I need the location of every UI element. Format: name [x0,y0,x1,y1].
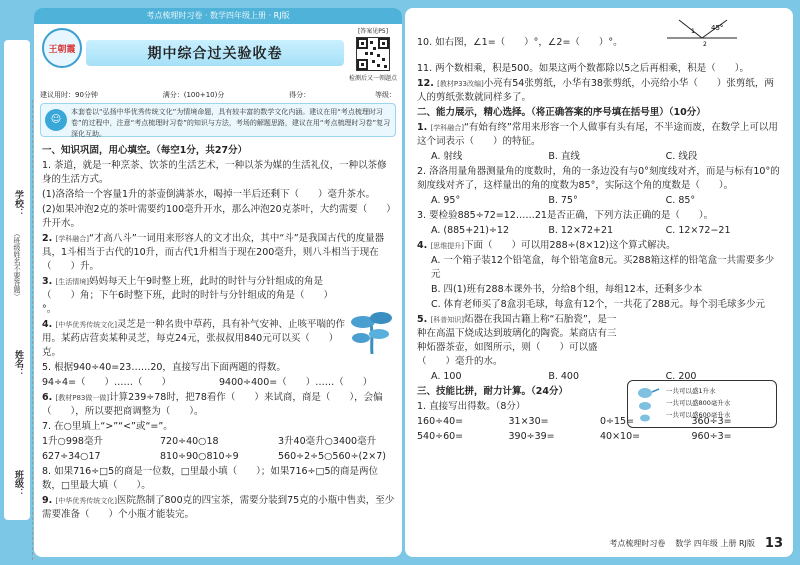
section-2-title: 二、能力展示，精心选择。（将正确答案的序号填在括号里）（10分） [417,107,706,118]
q5-part-a: 94÷4=（ ）……（ ） [42,377,172,388]
teapot-icon [632,385,662,425]
calc-item: 40×10= [600,431,641,442]
compare-item: 810÷90○810÷9 [160,451,239,462]
question-12: 12. [教材P33改编]小亮有54张剪纸，小华有38张剪纸，小亮给小华（ ）张剪纸，两人的剪纸张数就同样多了。 [417,78,774,103]
teapot-label-1: 一共可以盛1升水 [666,387,716,395]
option-a: A. (885+21)÷12 [431,225,510,236]
question-1-1: (1)洛洛给一个容量1升的茶壶倒满茶水，喝掉一半后还剩下（ ）毫升茶水。 [42,189,376,200]
option-a: A. 95° [431,195,461,206]
binding-strip [0,0,34,565]
option-c: C. 200 [665,371,697,382]
option-c: C. 12×72−21 [665,225,731,236]
teapot-label-2: 一共可以盛800毫升水 [666,399,731,407]
binding-note: （班级姓名不要答题） [13,230,21,300]
footer-series: 考点梳理时习卷 [609,539,666,548]
mascot-icon: ☺ [45,109,67,131]
question-7-row-2 [42,450,396,464]
choice-1-options [417,150,783,164]
page-number: 13 [764,536,783,551]
question-1: 1. 茶道，就是一种烹茶、饮茶的生活艺术，一种以茶为媒的生活礼仪，一种以茶修身的生活方式。 [42,160,387,185]
option-a: A. 100 [431,371,462,382]
option-b: B. 直线 [548,151,580,162]
right-page [405,8,793,557]
calc-title: 1. 直接写出得数。（8分） [417,401,526,412]
option-b: B. 400 [548,371,580,382]
compare-item: 560÷2÷5○560÷(2×7) [278,451,386,462]
calc-item: 390÷39= [508,431,555,442]
footer-book: 数学 四年级 上册 RJ版 [675,539,755,548]
choice-5: 5. [科普知识]炻器在我国古籍上称“石胎瓷”，是一种在高温下烧成达到玻璃化的陶瓷。某商店有三种炻器茶壶，如图所示，则（ ）可以盛（ ）毫升的水。 [417,314,617,367]
question-5: 5. 根据940÷40=23……20，直接写出下面两题的得数。 [42,362,286,373]
choice-4-option-b: B. 四(1)班有288本课外书，分给8个组，每组12本，还剩多少本 [431,284,703,295]
choice-4-option-a: A. 一个箱子装12个铅笔盒，每个铅笔盒8元。买288箱这样的铅笔盒一共需要多少元 [431,255,775,280]
brand-logo: 王朝霞 [42,28,82,68]
q5-part-b: 9400÷400=（ ）……（ ） [219,377,373,388]
question-2: 2. [学科融合]“才高八斗”一词用来形容人的文才出众，其中“斗”是我国古代的度量器具，1斗相当于古代的10升，而古代1升相当于现在200毫升，则八斗相当于现在（ ）升。 [42,233,385,272]
svg-text:2: 2 [703,41,707,48]
time-label: 建议用时：90分钟 [40,91,98,99]
qr-caption: 检测后又一领题点 [349,75,398,82]
class-label: 班级： [13,470,23,497]
calc-item: 31×30= [508,416,549,427]
exam-meta [40,90,396,100]
calc-row-2 [417,430,783,444]
question-6: 6. [教材P83做一做]计算239÷78时，把78看作（ ）来试商，商是（ ），会偏（ ），所以要把商调整为（ ）。 [42,392,383,417]
choice-4-option-c: C. 体育老师买了8盒羽毛球，每盒有12个，一共花了288元。每个羽毛球多少元 [431,299,765,310]
svg-text:45°: 45° [711,24,724,32]
compare-item: 3升40毫升○3400毫升 [278,436,377,447]
question-4: 4. [中华优秀传统文化]灵芝是一种名贵中草药，具有补气安神、止咳平喘的作用。某药店营卖某种灵芝，每克24元，张叔叔用840元可以买（ ）克。 [42,319,346,358]
calc-item: 360÷3= [691,416,732,427]
calc-item: 540÷60= [417,431,464,442]
choice-2-options [417,194,783,208]
question-7: 7. 在○里填上“>”“<”或“=”。 [42,421,173,432]
option-b: B. 75° [548,195,578,206]
option-a: A. 射线 [431,151,463,162]
section-3-title: 三、技能比拼，耐力计算。（24分） [417,386,568,397]
grade-label: 等级： [374,91,396,99]
qr-block [349,26,397,84]
option-b: B. 12×72+21 [548,225,614,236]
calc-item: 0÷15= [600,416,635,427]
question-11: 11. 两个数相乘，积是500。如果这两个数都除以5之后再相乘，积是（ ）。 [417,63,750,74]
teapot-label-3: 一共可以盛600毫升水 [666,411,731,419]
lingzhi-mushroom-icon [349,308,395,356]
question-1-2: (2)如果冲泡2克的茶叶需要约100毫升开水，那么冲泡20克茶叶，大约需要（ ）升开水。 [42,204,396,229]
question-10: 10. 如右图，∠1=（ ）°，∠2=（ ）°。 [417,37,623,48]
compare-item: 1升○998毫升 [42,436,103,447]
answer-reference: [答案见P5] [357,28,389,35]
choice-2: 2. 洛洛用量角器测量角的度数时，角的一条边没有与0°刻度线对齐，而是与标有10°的刻度线对齐了，这样量出的角的度数为85°，实际这个角的度数是（ ）。 [417,166,780,191]
question-5-answers [42,376,396,390]
compare-item: 627÷34○17 [42,451,101,462]
series-topbar: 考点梳理时习卷 · 数学四年级上册 · RJ版 [34,8,402,24]
binding-dashed-line [32,100,33,560]
choice-3-options [417,224,783,238]
question-7-row-1 [42,435,396,449]
question-9: 9. [中华优秀传统文化]医院熬制了800克的四宝茶，需要分装到75克的小瓶中售卖，至少需要准备（ ）个小瓶才能装完。 [42,495,395,520]
intro-text: 本套卷以“弘扬中华优秀传统文化”为情境命题，具有较丰富的数学文化内涵。建议在用“考点梳理时习卷”的过程中，注意“考点梳理时习卷”的知识与方法，考场的解题思路，建议在用“考点梳理时习卷”复习深化互助。 [71,108,391,138]
name-label: 姓名： [13,350,23,377]
option-c: C. 85° [665,195,696,206]
choice-3: 3. 要检验885÷72=12……21是否正确，下列方法正确的是（ ）。 [417,210,714,221]
left-page [34,8,402,557]
section-1-title: 一、知识巩固，用心填空。（每空1分，共27分） [42,145,248,156]
question-8: 8. 如果716÷□5的商是一位数，□里最小填（ ）；如果716÷□5的商是两位数，□里最大填（ ）。 [42,466,379,491]
svg-text:1: 1 [691,28,695,35]
compare-item: 720÷40○18 [160,436,219,447]
exam-title: 期中综合过关验收卷 [86,40,344,66]
intro-banner [40,103,396,137]
choice-4: 4. [思维提升]下面（ ）可以用288÷(8×12)这个算式解决。 [417,240,676,251]
qr-code-icon [356,37,390,71]
score-label: 得分： [289,91,311,99]
calc-item: 960÷3= [691,431,732,442]
page-footer [609,536,783,551]
full-score-label: 满分：(100+10)分 [162,91,225,99]
option-c: C. 线段 [665,151,698,162]
left-questions [42,143,396,523]
binding-panel [4,40,30,520]
choice-1: 1. [学科融合]“有始有终”常用来形容一个人做事有头有尾，不半途而废，在数学上可以用这个词表示（ ）的特征。 [417,122,778,147]
question-3: 3. [生活情境]妈妈每天上午9时整上班，此时的时针与分针组成的角是（ ）角；下午6时整下班，此时的时针与分针组成的角是（ ）°。 [42,276,334,315]
calc-item: 160÷40= [417,416,464,427]
teapot-figure [627,380,777,428]
school-label: 学校： [13,190,23,217]
